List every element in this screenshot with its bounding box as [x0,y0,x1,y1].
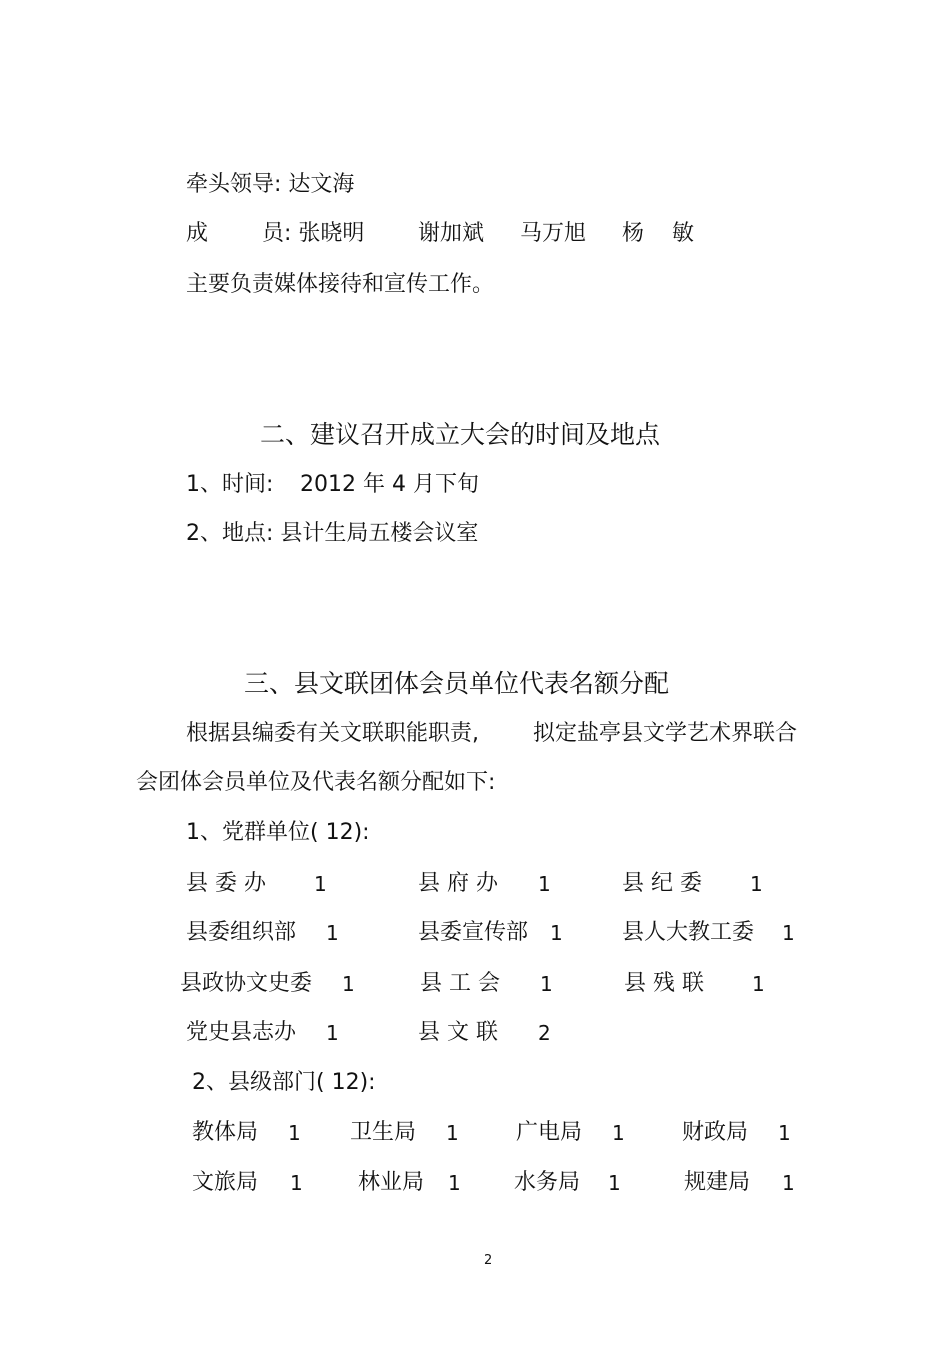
unit-name: 文旅局 [192,1170,259,1195]
unit-count: 1 [538,872,551,896]
unit-name: 县 残 联 [624,971,704,996]
unit-count: 1 [782,921,795,945]
unit-name: 县 文 联 [418,1020,498,1045]
unit-name: 林业局 [358,1170,425,1195]
unit-count: 2 [538,1021,551,1045]
group1-title: 1、党群单位( 12): [186,820,370,845]
unit-name: 县委组织部 [186,920,297,945]
time-value: 2012 年 4 月下旬 [300,472,479,497]
group2-title: 2、县级部门( 12): [192,1070,376,1095]
unit-count: 1 [550,921,563,945]
page-number: 2 [484,1253,493,1268]
section3-heading: 三、县文联团体会员单位代表名额分配 [244,669,670,698]
member-3: 马万旭 [520,221,587,246]
unit-count: 1 [290,1171,303,1195]
unit-name: 水务局 [514,1170,581,1195]
unit-name: 县政协文史委 [180,971,313,996]
unit-name: 广电局 [516,1120,583,1145]
section2-heading: 二、建议召开成立大会的时间及地点 [260,420,661,449]
unit-name: 党史县志办 [186,1020,297,1045]
lead-label: 牵头领导: 达文海 [186,172,355,197]
unit-count: 1 [326,1021,339,1045]
unit-count: 1 [448,1171,461,1195]
unit-count: 1 [778,1121,791,1145]
intro-part-c: 会团体会员单位及代表名额分配如下: [136,770,496,795]
intro-part-a: 根据县编委有关文联职能职责, [186,721,479,746]
unit-count: 1 [314,872,327,896]
member-4-a: 杨 [622,221,645,246]
unit-name: 财政局 [682,1120,749,1145]
place-text: 2、地点: 县计生局五楼会议室 [186,521,479,546]
unit-count: 1 [446,1121,459,1145]
unit-name: 县 府 办 [418,871,498,896]
unit-count: 1 [342,972,355,996]
unit-name: 教体局 [192,1120,259,1145]
unit-count: 1 [752,972,765,996]
intro-part-b: 拟定盐亭县文学艺术界联合 [533,721,798,746]
unit-name: 卫生局 [350,1120,417,1145]
unit-count: 1 [326,921,339,945]
unit-name: 县人大教工委 [622,920,755,945]
unit-count: 1 [540,972,553,996]
unit-name: 县委宣传部 [418,920,529,945]
unit-name: 县 工 会 [420,971,500,996]
unit-name: 县 纪 委 [622,871,702,896]
unit-name: 规建局 [684,1170,751,1195]
time-label: 1、时间: [186,472,274,497]
unit-count: 1 [612,1121,625,1145]
duty-text: 主要负责媒体接待和宣传工作。 [186,272,495,297]
members-label: 员: 张晓明 [262,221,365,246]
unit-count: 1 [750,872,763,896]
unit-count: 1 [608,1171,621,1195]
unit-count: 1 [288,1121,301,1145]
member-4-b: 敏 [672,221,695,246]
unit-count: 1 [782,1171,795,1195]
members-prefix: 成 [186,221,209,246]
member-2: 谢加斌 [418,221,485,246]
unit-name: 县 委 办 [186,871,266,896]
